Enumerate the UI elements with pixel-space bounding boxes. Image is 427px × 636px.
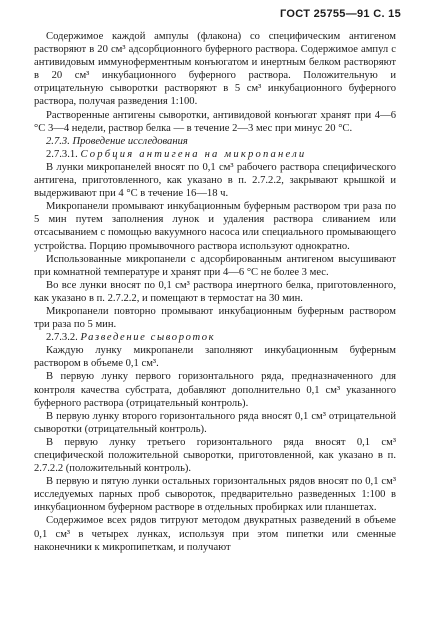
paragraph: Содержимое каждой ампулы (флакона) со специфическим антигеном растворяют в 20 см³ адсорбционного буферного раствора. Содержимое ампул с антивидовым иммуноферментным конъюгатом и инертным белком растворяют в 20 см³ инкубационного буферного раствора. Положительную и отрицательную сыворотки растворяют в 5 см³ инкубационного буферного раствора, получая разведения 1:100. [34,31,396,108]
subsection-heading-2-7-3-2 [34,331,396,344]
subsection-title: Разведение сывороток [80,332,216,344]
paragraph: Микропанели промывают инкубационным буферным раствором три раза по 5 мин путем заполнения лунок и удаления раствора сливанием или отсасыванием с помощью вакуумного насоса или специального промывающего устройства. Порцию промывочного раствора используют однократно. [34,201,396,252]
subsection-number: 2.7.3.2. [46,332,78,344]
subsection-heading-2-7-3-1 [34,148,396,161]
paragraph: Содержимое всех рядов титруют методом двукратных разведений в объеме 0,1 см³ в четырех лунках, используя при этом пипетки или сменные наконечники к микропипеткам, и получают [34,515,396,553]
paragraph: Во все лунки вносят по 0,1 см³ раствора инертного белка, приготовленного, как указано в п. 2.7.2.2, и помещают в термостат на 30 мин. [34,279,396,304]
page-header: ГОСТ 25755—91 С. 15 [280,8,401,20]
paragraph: В первую лунку первого горизонтального ряда, предназначенного для контроля качества субстрата, добавляют дополнительно 0,1 см³ указанного буферного раствора (отрицательный контроль). [34,371,396,409]
paragraph: В первую лунку третьего горизонтального ряда вносят 0,1 см³ специфической положительной сыворотки, приготовленной, как указано в п. 2.7.2.2 (положительный контроль). [34,436,396,475]
subsection-number: 2.7.3.1. [46,148,78,160]
subsection-title: Сорбция антигена на микропанели [80,148,307,160]
paragraph: В первую и пятую лунки остальных горизонтальных рядов вносят по 0,1 см³ исследуемых парных проб сывороток, предварительно разведенных 1:100 в инкубационном буферном растворе в отдельных пробирках или планшетах. [34,476,396,514]
section-heading-2-7-3 [34,135,396,148]
paragraph: В первую лунку второго горизонтального ряда вносят 0,1 см³ отрицательной сыворотки (отрицательный контроль). [34,410,396,435]
paragraph: Растворенные антигены сыворотки, антивидовой конъюгат хранят при 4—6 °С 3—4 недели, раствор белка — в течение 2—3 мес при минус 20 °С. [34,109,396,134]
paragraph: Использованные микропанели с адсорбированным антигеном высушивают при комнатной температуре и хранят при 4—6 °С не более 3 мес. [34,253,396,278]
paragraph: Каждую лунку микропанели заполняют инкубационным буферным раствором в объеме 0,1 см³. [34,345,396,370]
paragraph: Микропанели повторно промывают инкубационным буферным раствором три раза по 5 мин. [34,305,396,331]
section-heading-text: 2.7.3. Проведение исследования [46,135,188,147]
paragraph: В лунки микропанелей вносят по 0,1 см³ рабочего раствора специфического антигена, приготовленного, как указано в п. 2.7.2.2, закрывают крышкой и выдерживают при 4 °С в течение 16—18 ч. [34,161,396,200]
document-body [34,30,396,554]
